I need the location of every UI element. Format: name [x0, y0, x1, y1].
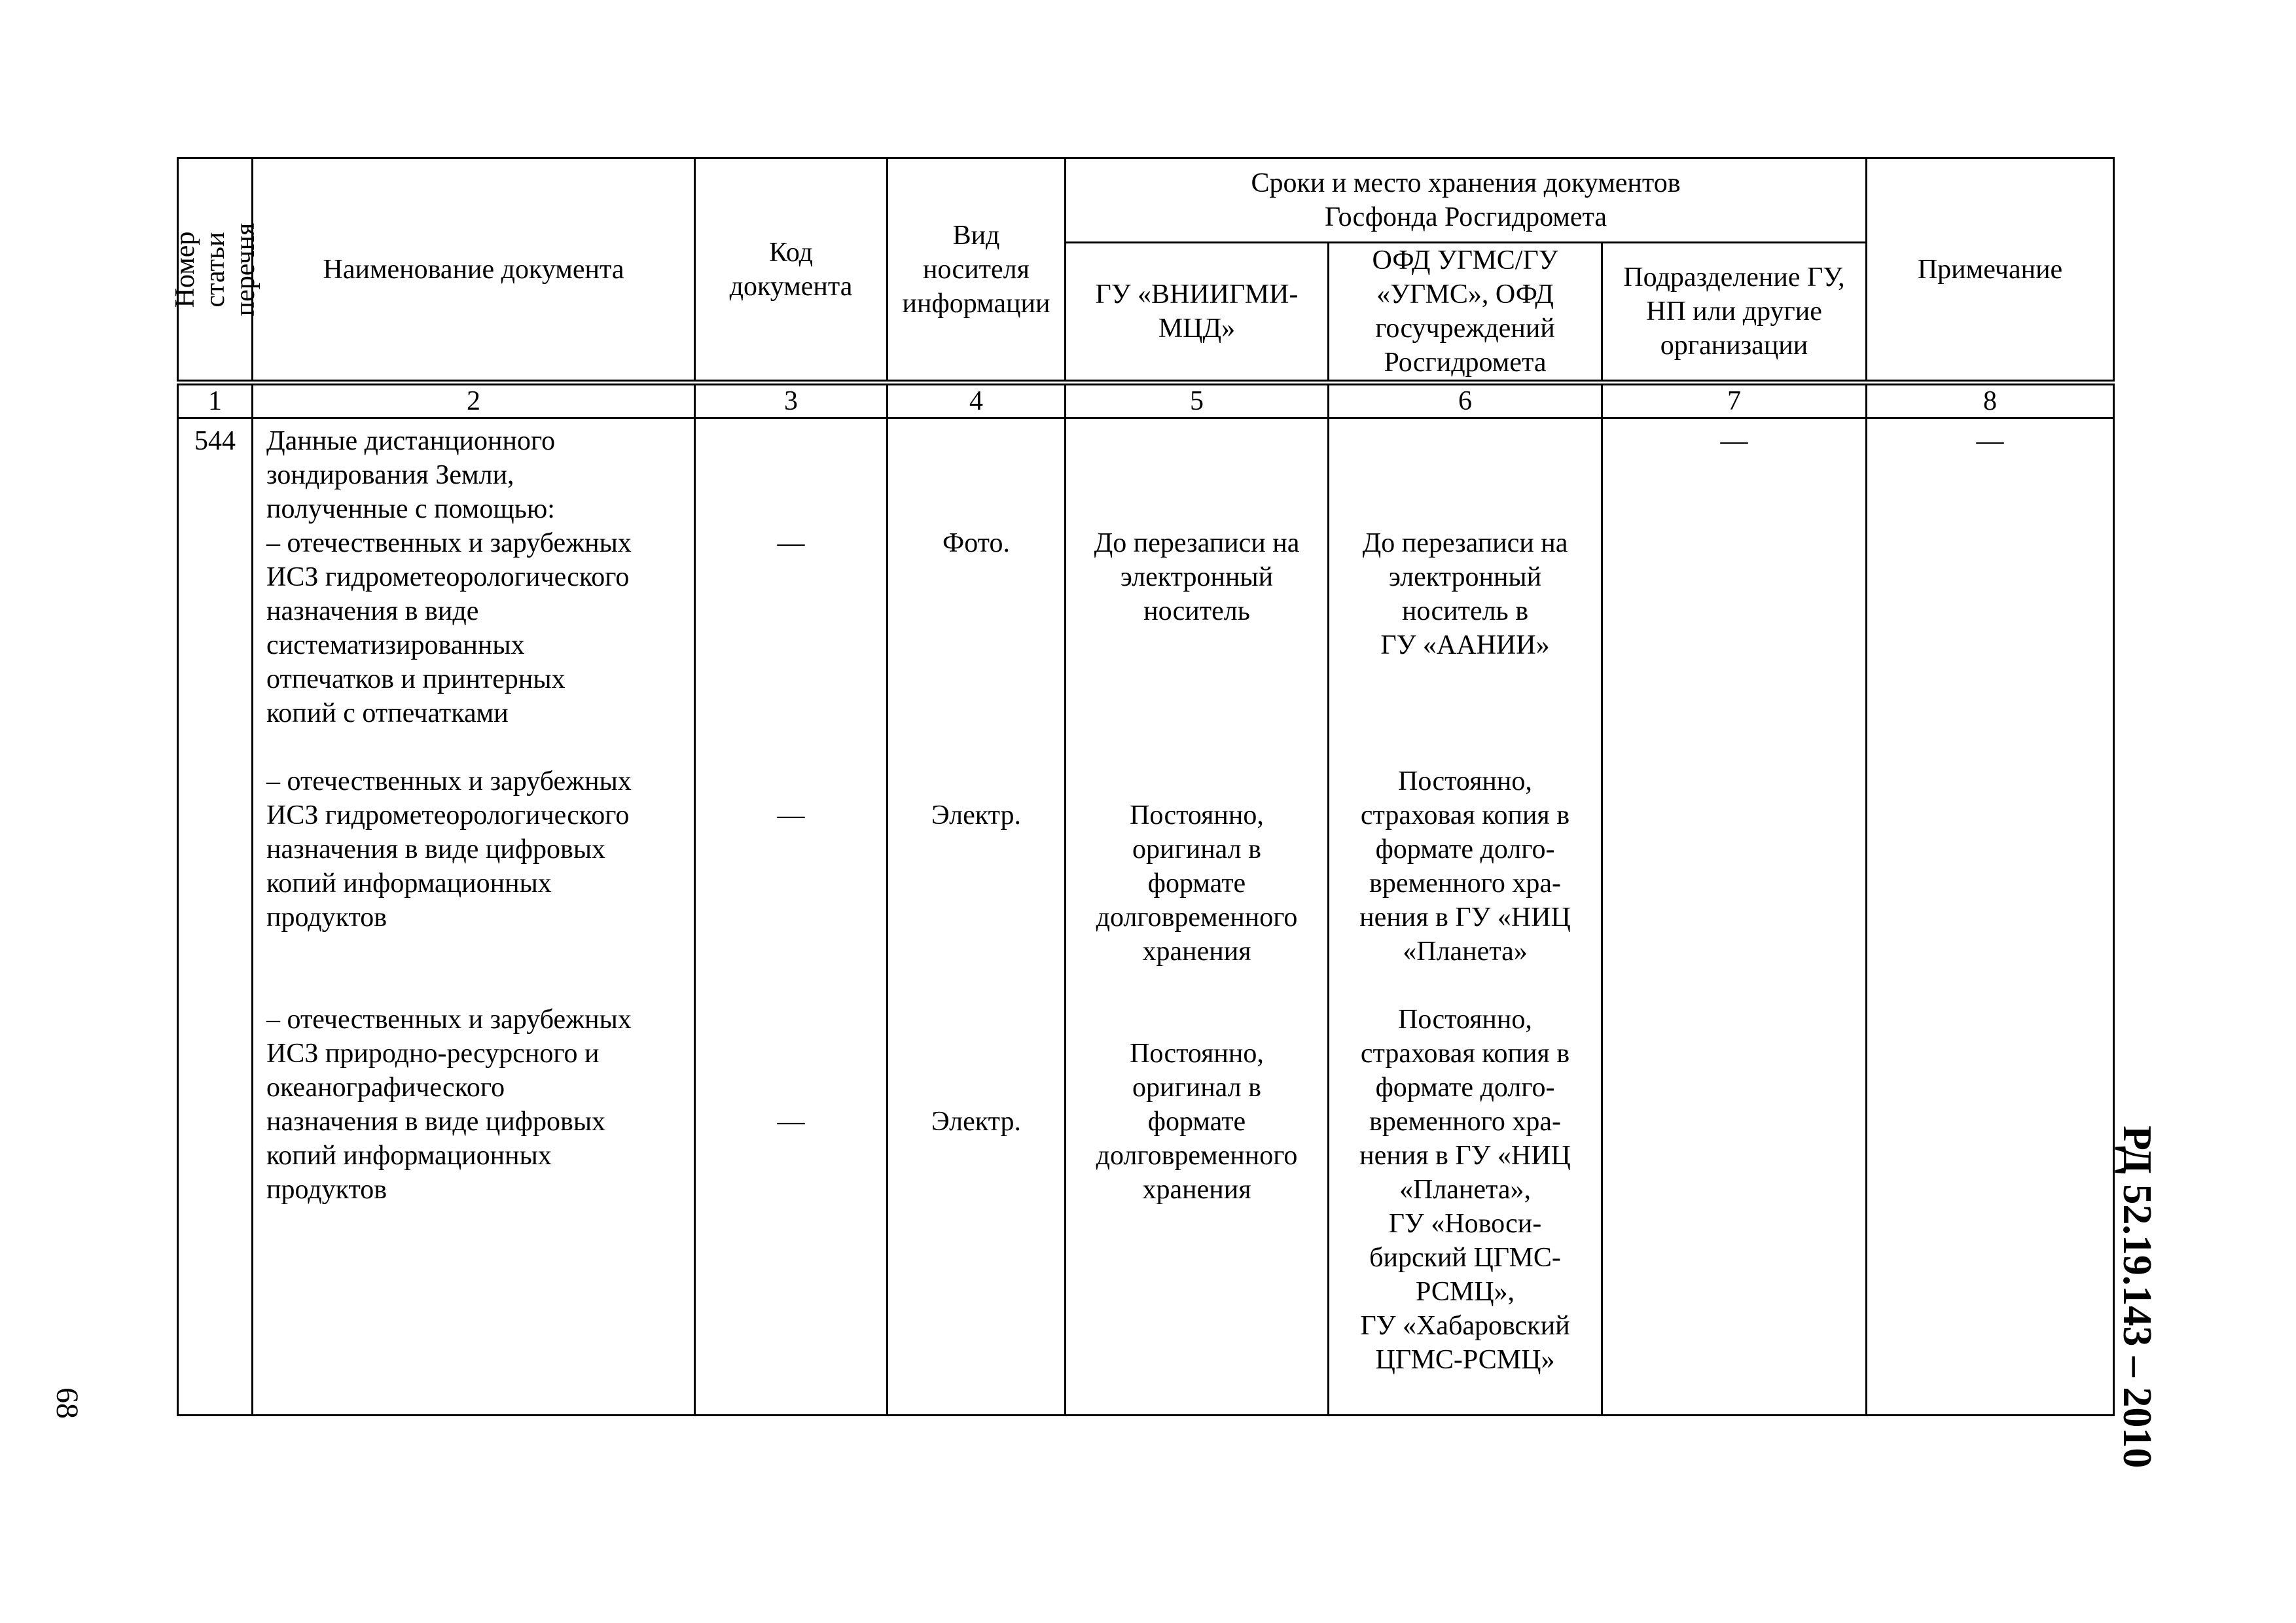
row-number-text: 544 — [194, 426, 236, 456]
row-article-number — [178, 418, 253, 1416]
row-vniigmi — [1066, 418, 1329, 1416]
row-document-code — [695, 418, 888, 1416]
entry-name: – отечественных и зарубежных ИСЗ гидрометеорологического назначения в виде цифровых копий информационных продуктов — [266, 766, 632, 933]
row-intro-text: Данные дистанционного зондирования Земли, полученные с помощью: — [266, 426, 556, 524]
row-subdivision-dash: — — [1720, 426, 1748, 456]
entry-media: Электр. — [931, 800, 1021, 830]
row-ofd-ugms — [1329, 418, 1602, 1416]
entry-ofd-term: До перезаписи на электронный носитель в ГУ «ААНИИ» — [1362, 528, 1568, 660]
entry-ofd-term: Постоянно, страховая копия в формате долго- временного хра- нения в ГУ «НИЦ «Планета» — [1359, 766, 1571, 967]
entry-name: – отечественных и зарубежных ИСЗ природно-ресурсного и океанографического назначения в виде цифровых копий информационных продуктов — [266, 1005, 632, 1205]
column-number: 1 — [178, 383, 253, 418]
entry-vniigmi-term: Постоянно, оригинал в формате долговременного хранения — [1096, 800, 1298, 967]
column-number: 4 — [888, 383, 1066, 418]
document-table — [170, 157, 2115, 1416]
header-note: Примечание — [1867, 158, 2114, 383]
header-subdivision: Подразделение ГУ, НП или другие организации — [1602, 243, 1867, 383]
entry-vniigmi-term: Постоянно, оригинал в формате долговременного хранения — [1096, 1039, 1298, 1205]
column-number: 6 — [1329, 383, 1602, 418]
header-document-code: Код документа — [695, 158, 888, 383]
entry-vniigmi-term: До перезаписи на электронный носитель — [1094, 528, 1300, 626]
header-article-number-text: Номер статьи перечня — [170, 223, 260, 316]
header-storage-group: Сроки и место хранения документов Госфонда Росгидромета — [1066, 158, 1867, 243]
entry-media: Электр. — [931, 1107, 1021, 1137]
column-number: 3 — [695, 383, 888, 418]
row-note — [1867, 418, 2114, 1416]
row-subdivision — [1602, 418, 1867, 1416]
entry-ofd-term: Постоянно, страховая копия в формате долго- временного хра- нения в ГУ «НИЦ «Планета», ГУ «Новоси- бирский ЦГМС- РСМЦ», ГУ «Хабаровский ЦГМС-РСМЦ» — [1359, 1005, 1571, 1375]
entry-code: — — [777, 800, 805, 830]
header-document-name: Наименование документа — [253, 158, 695, 383]
row-document-name — [253, 418, 695, 1416]
column-number: 2 — [253, 383, 695, 418]
header-vniigmi: ГУ «ВНИИГМИ- МЦД» — [1066, 243, 1329, 383]
entry-code: — — [777, 1107, 805, 1137]
header-media-type: Вид носителя информации — [888, 158, 1066, 383]
row-media-type — [888, 418, 1066, 1416]
column-number: 5 — [1066, 383, 1329, 418]
document-code-label: РД 52.19.143 – 2010 — [2115, 1126, 2159, 1469]
entry-name: – отечественных и зарубежных ИСЗ гидрометеорологического назначения в виде систематизированных отпечатков и принтерных копий с отпечатками — [266, 528, 632, 728]
row-note-dash: — — [1976, 426, 2004, 456]
entry-code: — — [777, 528, 805, 558]
header-ofd-ugms: ОФД УГМС/ГУ «УГМС», ОФД госучреждений Росгидромета — [1329, 243, 1602, 383]
column-number: 7 — [1602, 383, 1867, 418]
page-number: 68 — [50, 1387, 84, 1419]
column-number: 8 — [1867, 383, 2114, 418]
header-article-number — [170, 158, 260, 383]
entry-media: Фото. — [942, 528, 1010, 558]
